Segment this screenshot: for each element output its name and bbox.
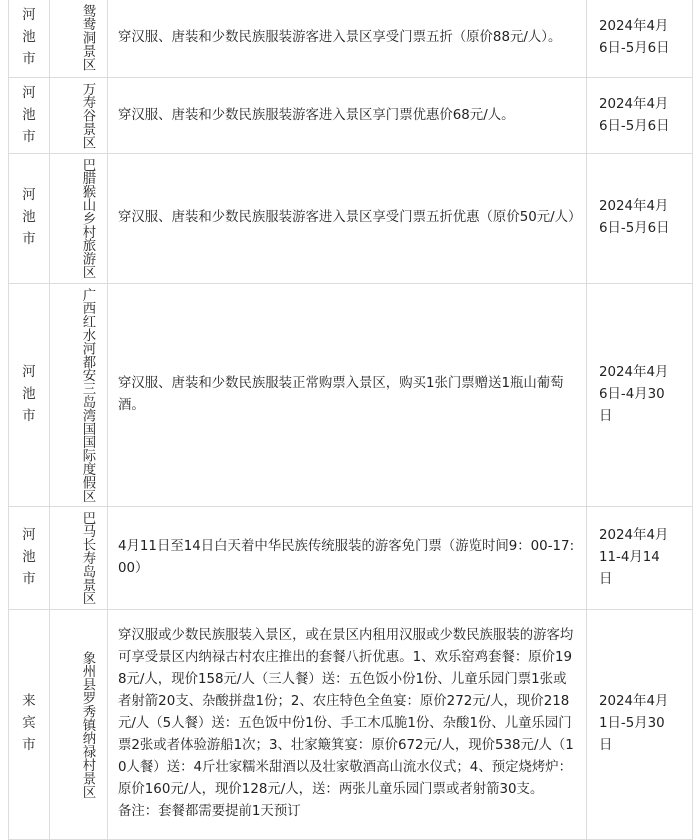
location-cell xyxy=(50,283,108,506)
city-name: 河池市 xyxy=(22,527,36,587)
description-cell: 穿汉服、唐装和少数民族服装游客进入景区享受门票五折（原价88元/人）。 xyxy=(108,0,587,78)
table-row xyxy=(9,154,693,284)
location-name: 广西红水河都安三岛湾国国际度假区 xyxy=(80,287,95,503)
promotion-table xyxy=(8,0,693,840)
city-cell xyxy=(9,154,50,284)
location-name: 象州县罗秀镇纳禄村景区 xyxy=(80,650,95,799)
city-name: 河池市 xyxy=(22,7,36,67)
table-row xyxy=(9,283,693,506)
location-name: 鸳鸯洞景区 xyxy=(80,4,95,71)
city-cell xyxy=(9,0,50,78)
city-cell xyxy=(9,78,50,154)
location-name: 巴马长寿岛景区 xyxy=(80,511,95,605)
location-cell xyxy=(50,78,108,154)
description-cell xyxy=(108,609,587,839)
date-range: 2024年4月6日-5月6日 xyxy=(599,96,670,134)
city-cell xyxy=(9,507,50,610)
location-cell xyxy=(50,609,108,839)
date-range: 2024年4月6日-5月6日 xyxy=(599,199,670,237)
location-cell xyxy=(50,154,108,284)
date-range: 2024年4月6日-4月30日 xyxy=(599,364,669,424)
table-row xyxy=(9,78,693,154)
location-name: 巴腊猴山乡村旅游区 xyxy=(80,158,95,279)
location-cell xyxy=(50,507,108,610)
description-cell: 穿汉服、唐装和少数民族服装正常购票入景区，购买1张门票赠送1瓶山葡萄酒。 xyxy=(108,283,587,506)
table-row xyxy=(9,507,693,610)
location-cell xyxy=(50,0,108,78)
date-cell xyxy=(587,78,693,154)
description-cell: 穿汉服、唐装和少数民族服装游客进入景区享门票优惠价68元/人。 xyxy=(108,78,587,154)
city-name: 来宾市 xyxy=(22,694,36,754)
date-cell xyxy=(587,283,693,506)
description-cell: 穿汉服、唐装和少数民族服装游客进入景区享受门票五折优惠（原价50元/人） xyxy=(108,154,587,284)
city-name: 河池市 xyxy=(22,364,36,424)
date-cell xyxy=(587,507,693,610)
date-cell xyxy=(587,154,693,284)
date-range: 2024年4月11-4月14日 xyxy=(599,527,669,587)
booking-note: 备注：套餐都需要提前1天预订 xyxy=(118,804,301,820)
city-name: 河池市 xyxy=(22,188,36,248)
city-name: 河池市 xyxy=(22,85,36,145)
date-cell xyxy=(587,0,693,78)
city-cell xyxy=(9,609,50,839)
description-text: 穿汉服或少数民族服装入景区，或在景区内租用汉服或少数民族服装的游客均可享受景区内纳禄古村农庄推出的套餐八折优惠。1、欢乐窑鸡套餐：原价198元/人，现价158元/人（三人餐）送：五色饭小份1份、儿童乐园门票1张或者射箭20支、杂酸拼盘1份；2、农庄特色全鱼宴：原价272元/人，现价218元/人（5人餐）送：五色饭中份1份、手工木瓜脆1份、杂酸1份、儿童乐园门票2张或者体验游船1次；3、壮家簸箕宴：原价672元/人，现价538元/人（10人餐）送：4斤壮家糯米甜酒以及壮家敬酒高山流水仪式；4、预定烧烤炉：原价160元/人，现价128元/人，送：两张儿童乐园门票或者射箭30支。 xyxy=(118,628,574,798)
table-row xyxy=(9,0,693,78)
table-row xyxy=(9,609,693,839)
location-name: 万寿谷景区 xyxy=(80,82,95,149)
date-range: 2024年4月1日-5月30日 xyxy=(599,694,669,754)
description-cell: 4月11日至14日白天着中华民族传统服装的游客免门票（游览时间9：00-17:00） xyxy=(108,507,587,610)
date-cell xyxy=(587,609,693,839)
date-range: 2024年4月6日-5月6日 xyxy=(599,18,670,56)
city-cell xyxy=(9,283,50,506)
